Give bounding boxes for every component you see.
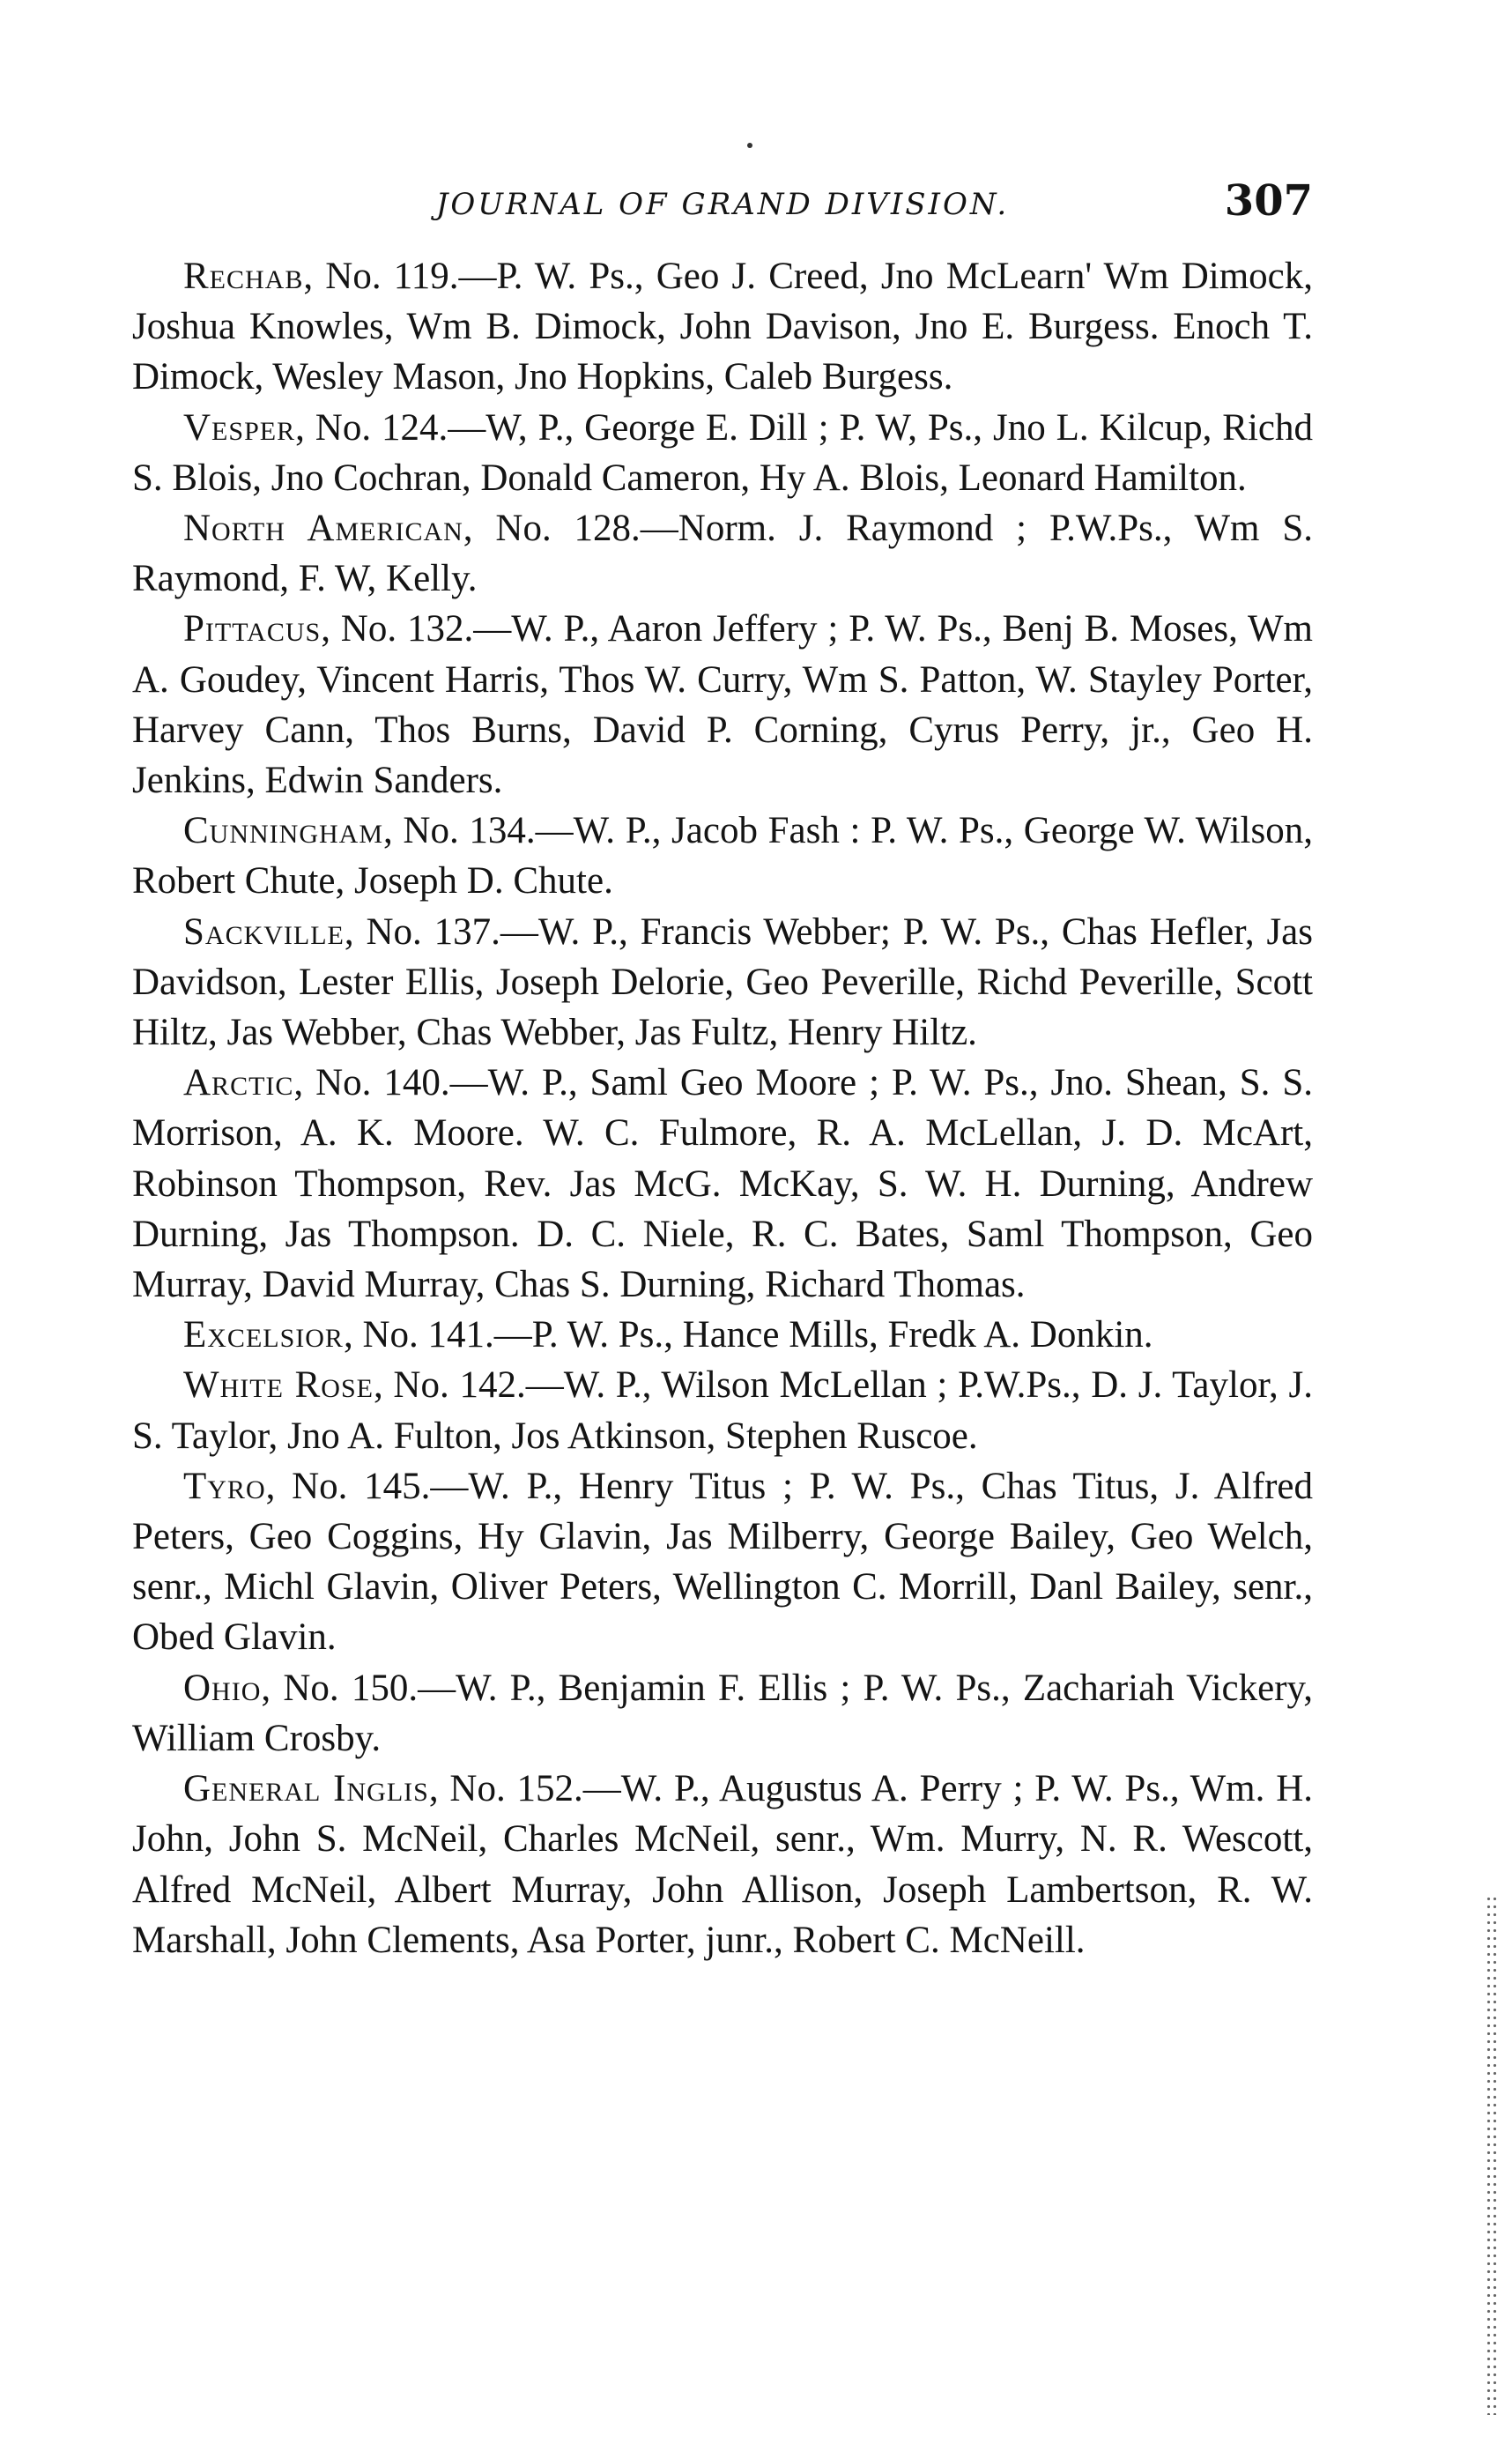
page-header [132,176,1313,238]
division-details: , No. 140.—W. P., Saml Geo Moore ; P. W. Ps., Jno. Shean, S. S. Morrison, A. K. Moore. W. C. Fulmore, R. A. McLellan, J. D. McArt, Robinson Thompson, Rev. Jas McG. McKay, S. W. H. Durning, Andrew Durning, Jas Thompson. D. C. Niele, R. C. Bates, Saml Thompson, Geo Murray, David Murray, Chas S. Durning, Richard Thomas. [132,1062,1313,1306]
division-name: Vesper [183,406,296,449]
division-entry [132,806,1313,906]
division-name: Excelsior [183,1314,344,1356]
division-name: North American [183,508,463,550]
division-entry [132,1764,1313,1965]
division-entry [132,604,1313,806]
division-details: , No. 128.—Norm. J. Raymond ; P.W.Ps., Wm S. Raymond, F. W, Kelly. [132,508,1314,600]
division-entry [132,1310,1313,1360]
division-details: , No. 145.—W. P., Henry Titus ; P. W. Ps., Chas Titus, J. Alfred Peters, Geo Coggins, Hy Glavin, Jas Milberry, George Bailey, Geo Welch, senr., Michl Glavin, Oliver Peters, Wellington C. Morrill, Danl Bailey, senr., Obed Glavin. [132,1465,1313,1659]
division-entry [132,1360,1313,1460]
division-name: Rechab [183,256,304,297]
division-entry [132,1461,1313,1663]
division-list [132,251,1313,1965]
division-details: , No. 142.—W. P., Wilson McLellan ; P.W.Ps., D. J. Taylor, J. S. Taylor, Jno A. Fulton, Jos Atkinson, Stephen Ruscoe. [132,1364,1313,1457]
division-details: , No. 119.—P. W. Ps., Geo J. Creed, Jno McLearn' Wm Dimock, Joshua Knowles, Wm B. Dimock, John Davison, Jno E. Burgess. Enoch T. Dimock, Wesley Mason, Jno Hopkins, Caleb Burgess. [132,256,1313,398]
division-name: Sackville [183,910,345,953]
division-details: , No. 124.—W, P., George E. Dill ; P. W, Ps., Jno L. Kilcup, Richd S. Blois, Jno Cochran, Donald Cameron, Hy A. Blois, Leonard Hamilton. [132,406,1313,499]
division-details: , No. 134.—W. P., Jacob Fash : P. W. Ps., George W. Wilson, Robert Chute, Joseph D. Chute. [132,810,1313,903]
division-entry [132,1663,1313,1764]
division-entry [132,503,1313,604]
division-details: , No. 141.—P. W. Ps., Hance Mills, Fredk A. Donkin. [343,1314,1153,1356]
division-name: White Rose [183,1364,374,1407]
division-details: , No. 137.—W. P., Francis Webber; P. W. Ps., Chas Hefler, Jas Davidson, Lester Ellis, Joseph Delorie, Geo Peverille, Richd Peverille, Scott Hiltz, Jas Webber, Chas Webber, Jas Fultz, Henry Hiltz. [132,910,1313,1054]
division-name: General Inglis [183,1768,429,1810]
division-entry [132,251,1313,403]
division-name: Cunningham [183,810,384,852]
division-entry [132,1058,1313,1310]
margin-scan-artifact [1486,1895,1498,2415]
division-entry [132,403,1313,503]
division-details: , No. 132.—W. P., Aaron Jeffery ; P. W. Ps., Benj B. Moses, Wm A. Goudey, Vincent Harris, Thos W. Curry, Wm S. Patton, W. Stayley Porter, Harvey Cann, Thos Burns, David P. Corning, Cyrus Perry, jr., Geo H. Jenkins, Edwin Sanders. [132,608,1313,802]
division-entry [132,907,1313,1059]
running-title: JOURNAL OF GRAND DIVISION. [435,187,1010,222]
ink-speck [747,143,752,148]
division-name: Pittacus [183,608,322,650]
division-name: Tyro [183,1465,266,1507]
division-details: , No. 150.—W. P., Benjamin F. Ellis ; P. W. Ps., Zachariah Vickery, William Crosby. [132,1667,1313,1759]
division-details: , No. 152.—W. P., Augustus A. Perry ; P. W. Ps., Wm. H. John, John S. McNeil, Charles McNeil, senr., Wm. Murry, N. R. Wescott, Alfred McNeil, Albert Murray, John Allison, Joseph Lambertson, R. W. Marshall, John Clements, Asa Porter, junr., Robert C. McNeill. [132,1768,1313,1961]
page-number: 307 [1224,176,1313,226]
division-name: Ohio [183,1667,262,1709]
division-name: Arctic [183,1062,294,1104]
